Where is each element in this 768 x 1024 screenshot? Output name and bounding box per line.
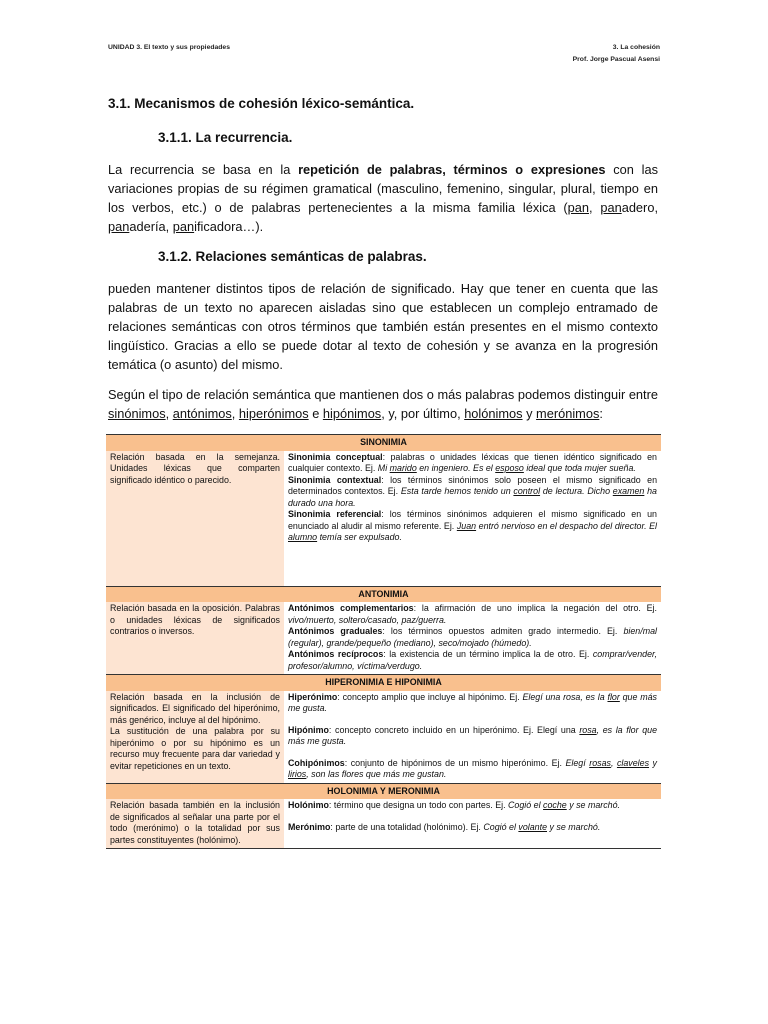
header-unit: UNIDAD 3. El texto y sus propiedades — [108, 44, 230, 51]
header-section: 3. La cohesión — [612, 44, 660, 51]
table-band-holonimia: HOLONIMIA Y MERONIMIA — [106, 783, 661, 799]
paragraph-tipos: Según el tipo de relación semántica que mantienen dos o más palabras podemos distinguir entre sinónimos, antónimos, hiperónimos e hipónimos, y, por último, holónimos y merónimos: — [108, 387, 658, 421]
hiperonimia-types: Hiperónimo: concepto amplio que incluye al hipónimo. Ej. Elegí una rosa, es la flor que más me gusta. Hipónimo: concepto concreto incluido en un hiperónimo. Ej. Elegí una rosa, es la flor que más me gusta. Cohipónimos: conjunto de hipónimos de un mismo hiperónimo. Ej. Elegí rosas, claveles y lirios, son las flores que más me gustan. — [284, 691, 661, 784]
antonimia-definition: Relación basada en la oposición. Palabras o unidades léxicas de significados contrarios o inversos. — [106, 602, 284, 675]
heading-3-1-2: 3.1.2. Relaciones semánticas de palabras. — [158, 249, 427, 264]
semantic-relations-table — [106, 434, 661, 849]
table-row-holonimia — [106, 799, 661, 849]
heading-3-1-1: 3.1.1. La recurrencia. — [158, 130, 293, 145]
holonimia-types: Holónimo: término que designa un todo con partes. Ej. Cogió el coche y se marchó. Merónimo: parte de una totalidad (holónimo). Ej. Cogió el volante y se marchó. — [284, 799, 661, 849]
paragraph-relaciones: pueden mantener distintos tipos de relación de significado. Hay que tener en cuenta que las palabras de un texto no aparecen aisladas sino que establecen un complejo entramado de relaciones semánticas con otros términos que también están presentes en el mismo contexto lingüístico. Gracias a ello se puede dotar al texto de cohesión y se avanza en la progresión temática (o asunto) del mismo. — [108, 281, 658, 372]
sinonimia-definition: Relación basada en la semejanza. Unidades léxicas que comparten significado idéntico o parecido. — [106, 451, 284, 587]
table-band-sinonimia: SINONIMIA — [106, 435, 661, 451]
heading-3-1: 3.1. Mecanismos de cohesión léxico-semántica. — [108, 96, 415, 111]
sinonimia-types: Sinonimia conceptual: palabras o unidades léxicas que tienen idéntico significado en cualquier contexto. Ej. Mi marido en ingeniero. Es el esposo ideal que toda mujer sueña. Sinonimia contextual: los términos sinónimos solo poseen el mismo significado en determinados contextos. Ej. Esta tarde hemos tenido un control de lectura. Dicho examen ha durado una hora. Sinonimia referencial: los términos sinónimos adquieren el mismo significado en un enunciado al aludir al mismo referente. Ej. Juan entró nervioso en el despacho del director. El alumno temía ser expulsado. — [284, 451, 661, 587]
holonimia-definition: Relación basada también en la inclusión de significados al señalar una parte por el todo (merónimo) o la totalidad por sus partes constituyentes (holónimo). — [106, 799, 284, 849]
table-row-antonimia — [106, 602, 661, 675]
antonimia-types: Antónimos complementarios: la afirmación de uno implica la negación del otro. Ej. vivo/muerto, soltero/casado, paz/guerra. Antónimos graduales: los términos opuestos admiten grado intermedio. Ej. bien/mal (regular), grande/pequeño (mediano), seco/mojado (húmedo). Antónimos recíprocos: la existencia de un término implica la de otro. Ej. comprar/vender, profesor/alumno, víctima/verdugo. — [284, 602, 661, 675]
table-band-hiperonimia: HIPERONIMIA E HIPONIMIA — [106, 675, 661, 691]
header-author: Prof. Jorge Pascual Asensi — [572, 56, 660, 63]
paragraph-recurrencia: La recurrencia se basa en la repetición de palabras, términos o expresiones con las variaciones propias de su régimen gramatical (masculino, femenino, singular, plural, tiempo en los verbos, etc.) o de palabras pertenecientes a la misma familia léxica (pan, panadero, panadería, panificadora…). — [108, 162, 658, 234]
table-row-hiperonimia — [106, 691, 661, 784]
hiperonimia-definition: Relación basada en la inclusión de significados. El significado del hiperónimo, más genérico, incluye al del hipónimo. La sustitución de una palabra por su hiperónimo o por su hipónimo es un recurso muy frecuente para dar variedad y evitar repeticiones en un texto. — [106, 691, 284, 784]
table-row-sinonimia — [106, 451, 661, 587]
table-band-antonimia: ANTONIMIA — [106, 586, 661, 602]
